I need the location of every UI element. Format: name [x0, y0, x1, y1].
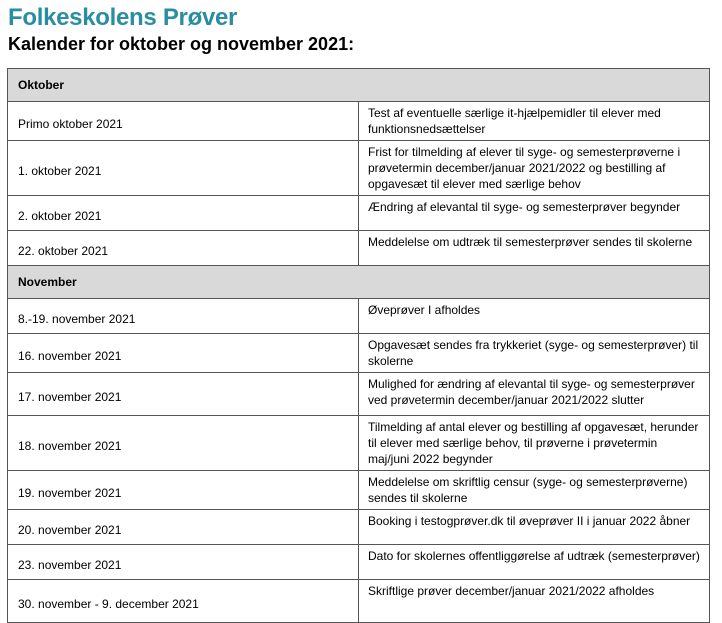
row-description: Ændring af elevantal til syge- og semesterprøver begynder — [359, 196, 710, 231]
row-description: Dato for skolernes offentliggørelse af udtræk (semesterprøver) — [359, 545, 710, 580]
table-row — [8, 231, 710, 266]
row-description: Booking i testogprøver.dk til øveprøver II i januar 2022 åbner — [359, 510, 710, 545]
row-description: Tilmelding af antal elever og bestilling af opgavesæt, herunder til elever med særlige behov, til prøverne i prøvetermin maj/juni 2022 begynder — [359, 416, 710, 471]
row-date: 22. oktober 2021 — [8, 231, 359, 266]
row-date: 1. oktober 2021 — [8, 141, 359, 196]
table-row — [8, 416, 710, 471]
section-header-row — [8, 69, 710, 102]
row-description: Meddelelse om udtræk til semesterprøver sendes til skolerne — [359, 231, 710, 266]
table-row — [8, 580, 710, 623]
row-description: Øveprøver I afholdes — [359, 299, 710, 334]
row-date: 20. november 2021 — [8, 510, 359, 545]
row-description: Mulighed for ændring af elevantal til syge- og semesterprøver ved prøvetermin december/januar 2021/2022 slutter — [359, 373, 710, 416]
table-row — [8, 196, 710, 231]
row-description: Skriftlige prøver december/januar 2021/2022 afholdes — [359, 580, 710, 623]
table-row — [8, 471, 710, 510]
table-row — [8, 102, 710, 141]
section-header-row — [8, 266, 710, 299]
table-row — [8, 334, 710, 373]
row-description: Frist for tilmelding af elever til syge- og semesterprøverne i prøvetermin december/januar 2021/2022 og bestilling af opgavesæt til elever med særlige behov — [359, 141, 710, 196]
table-row — [8, 373, 710, 416]
table-row — [8, 141, 710, 196]
row-description: Opgavesæt sendes fra trykkeriet (syge- og semesterprøver) til skolerne — [359, 334, 710, 373]
page-title: Folkeskolens Prøver — [8, 4, 238, 31]
row-date: 23. november 2021 — [8, 545, 359, 580]
row-date: 16. november 2021 — [8, 334, 359, 373]
row-date: 18. november 2021 — [8, 416, 359, 471]
table-row — [8, 299, 710, 334]
row-date: 19. november 2021 — [8, 471, 359, 510]
section-title-november: November — [8, 266, 710, 299]
section-title-oktober: Oktober — [8, 69, 710, 102]
row-date: 17. november 2021 — [8, 373, 359, 416]
table-row — [8, 545, 710, 580]
row-date: 8.-19. november 2021 — [8, 299, 359, 334]
row-date: 30. november - 9. december 2021 — [8, 580, 359, 623]
page-subtitle: Kalender for oktober og november 2021: — [8, 34, 355, 54]
row-date: Primo oktober 2021 — [8, 102, 359, 141]
table-row — [8, 510, 710, 545]
row-date: 2. oktober 2021 — [8, 196, 359, 231]
calendar-table — [7, 68, 710, 623]
row-description: Meddelelse om skriftlig censur (syge- og semesterprøverne) sendes til skolerne — [359, 471, 710, 510]
row-description: Test af eventuelle særlige it-hjælpemidler til elever med funktionsnedsættelser — [359, 102, 710, 141]
